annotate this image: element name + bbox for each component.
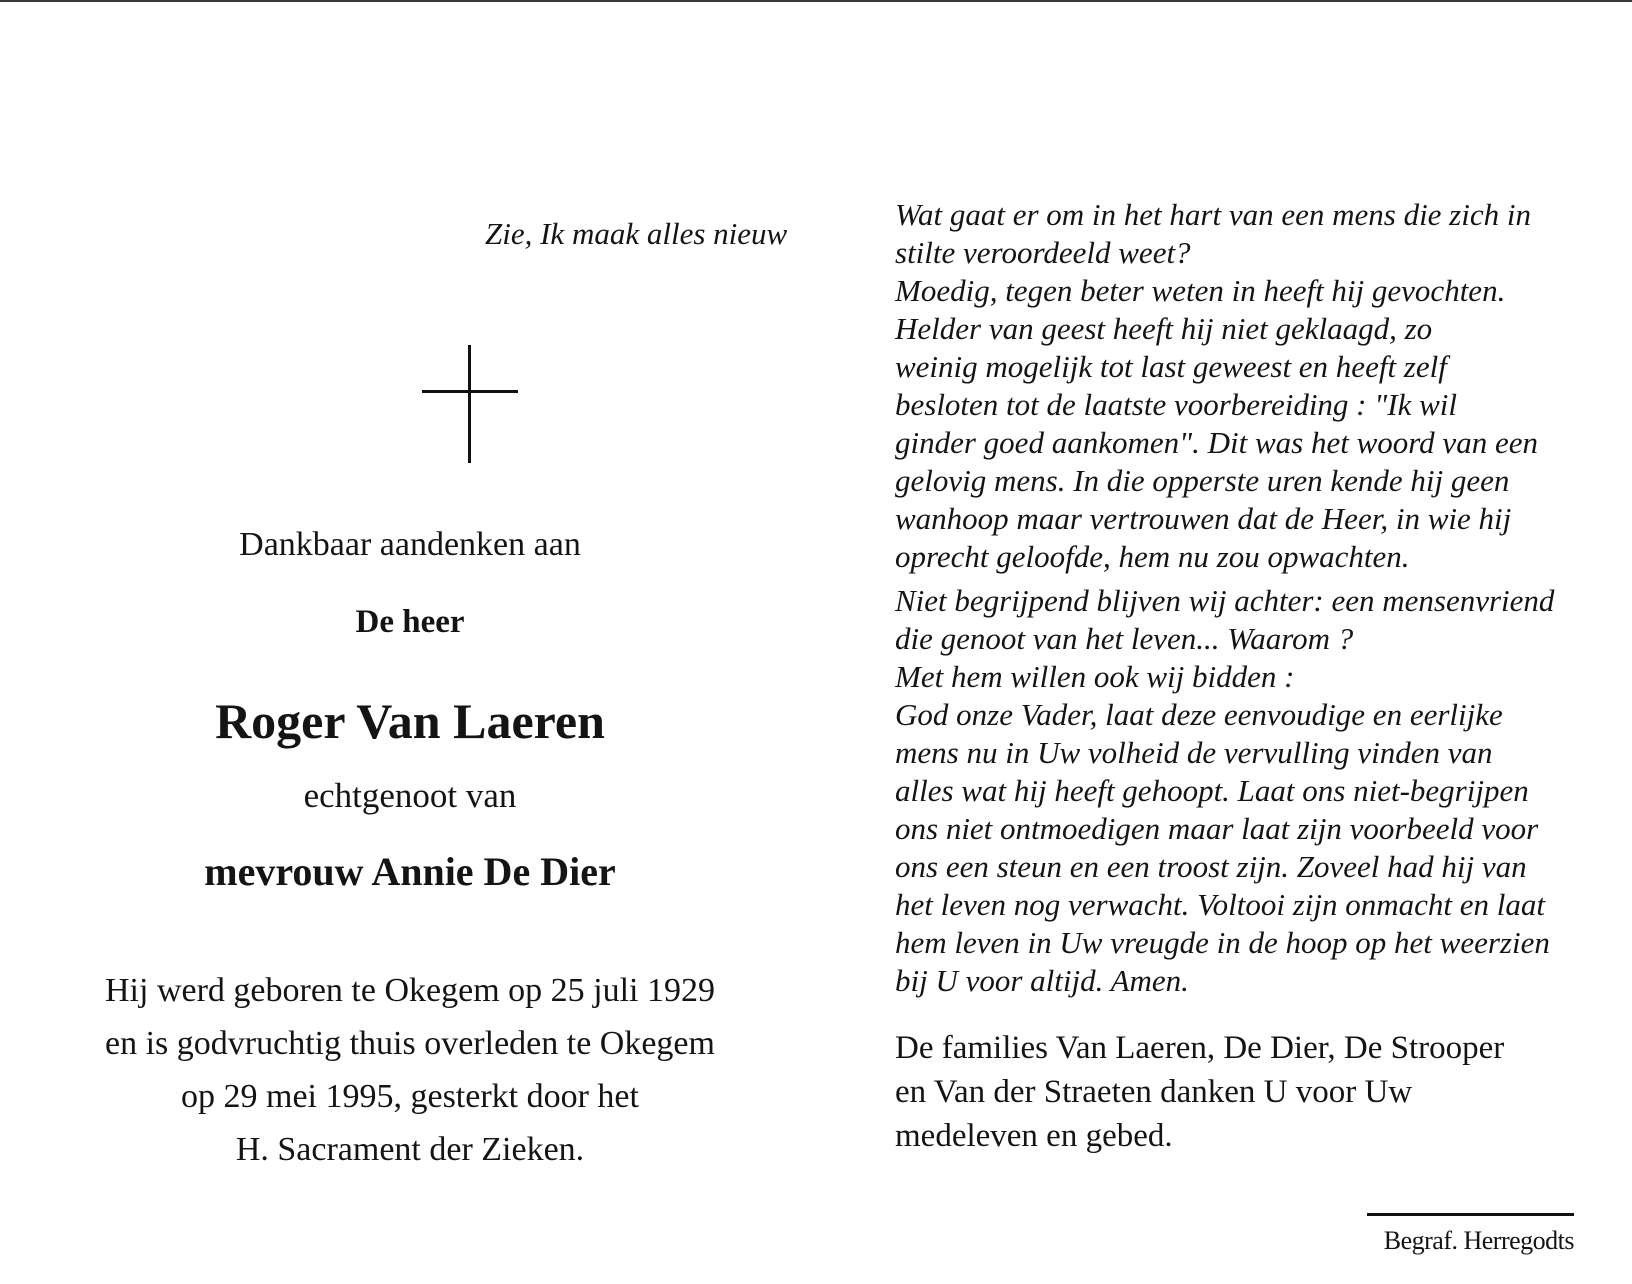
biography-line: en is godvruchtig thuis overleden te Okegem (105, 1025, 715, 1062)
thanks-line: De families Van Laeren, De Dier, De Strooper (895, 1030, 1505, 1066)
poem-line: gelovig mens. In die opperste uren kende hij geen (895, 463, 1510, 498)
poem-line: Helder van geest heeft hij niet geklaagd, zo (895, 311, 1433, 346)
thanks-line: en Van der Straeten danken U voor Uw (895, 1074, 1413, 1110)
thanks-line: medeleven en gebed. (895, 1118, 1173, 1154)
poem-line: mens nu in Uw volheid de vervulling vinden van (895, 735, 1493, 770)
poem-line: die genoot van het leven... Waarom ? (895, 621, 1354, 656)
poem-line: het leven nog verwacht. Voltooi zijn onmacht en laat (895, 887, 1546, 922)
right-panel (895, 0, 1575, 1284)
poem-line: stilte veroordeeld weet? (895, 235, 1191, 270)
poem-line: oprecht geloofde, hem nu zou opwachten. (895, 539, 1410, 574)
memorial-poem (895, 196, 1575, 1000)
biography-line: H. Sacrament der Zieken. (235, 1131, 585, 1168)
honorific-title: De heer (355, 604, 465, 640)
poem-line: alles wat hij heeft gehoopt. Laat ons niet-begrijpen (895, 773, 1529, 808)
poem-line: Moedig, tegen beter weten in heeft hij gevochten. (895, 273, 1506, 308)
poem-line: bij U voor altijd. Amen. (895, 963, 1189, 998)
poem-line: hem leven in Uw vreugde in de hoop op het weerzien (895, 925, 1550, 960)
biography-line: Hij werd geboren te Okegem op 25 juli 1929 (105, 972, 715, 1009)
undertaker-credit: Begraf. Herregodts (1367, 1213, 1574, 1256)
family-thanks (895, 1026, 1575, 1158)
deceased-name: Roger Van Laeren (215, 693, 605, 749)
poem-line: ons niet ontmoedigen maar laat zijn voorbeeld voor (895, 811, 1539, 846)
spouse-name: mevrouw Annie De Dier (204, 849, 616, 894)
cross-icon (422, 345, 518, 463)
poem-line: ginder goed aankomen". Dit was het woord van een (895, 425, 1538, 460)
poem-line: God onze Vader, laat deze eenvoudige en eerlijke (895, 697, 1503, 732)
biography-line: op 29 mei 1995, gesterkt door het (181, 1078, 639, 1115)
poem-line: besloten tot de laatste voorbereiding : "Ik wil (895, 387, 1458, 422)
dedication-text: Dankbaar aandenken aan (239, 526, 581, 563)
poem-line: weinig mogelijk tot last geweest en heeft zelf (895, 349, 1447, 384)
left-panel (60, 0, 788, 1284)
poem-line: Niet begrijpend blijven wij achter: een mensenvriend (895, 583, 1555, 618)
biography-block (60, 964, 760, 1176)
relation-text: echtgenoot van (303, 776, 517, 815)
poem-line: Wat gaat er om in het hart van een mens die zich in (895, 197, 1531, 232)
poem-line: wanhoop maar vertrouwen dat de Heer, in wie hij (895, 501, 1512, 536)
motto: Zie, Ik maak alles nieuw (485, 216, 788, 251)
poem-line: Met hem willen ook wij bidden : (895, 659, 1295, 694)
poem-line: ons een steun en een troost zijn. Zoveel had hij van (895, 849, 1527, 884)
